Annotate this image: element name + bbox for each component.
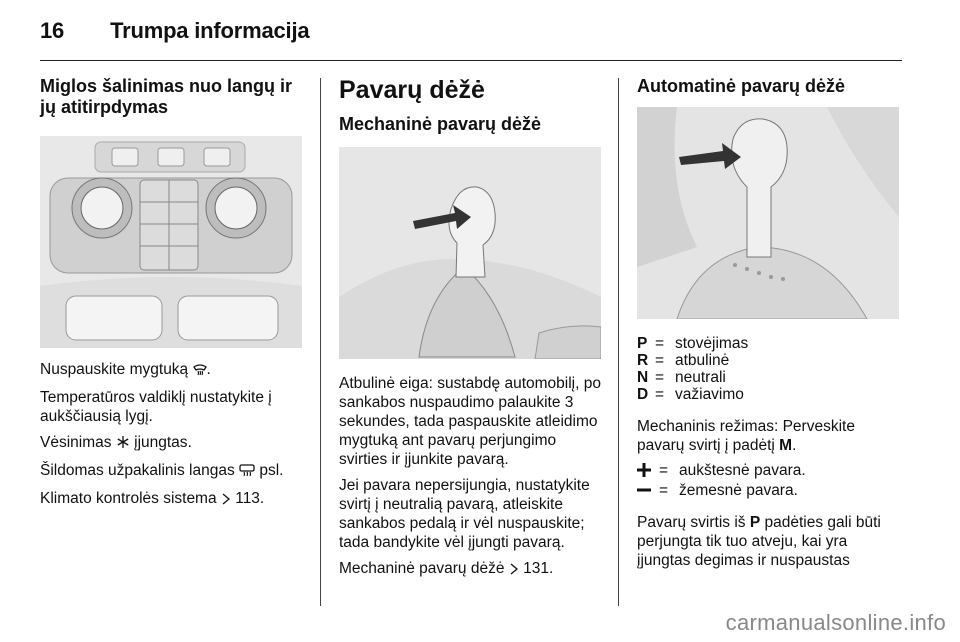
gear-row: N = neutrali bbox=[637, 369, 726, 386]
minus-icon bbox=[637, 483, 651, 502]
manual-paragraph-3: Mechaninė pavarų dėžė 131. bbox=[339, 559, 605, 580]
defrost-heading: Miglos šalinimas nuo langų ir jų atitirpdymas bbox=[40, 76, 293, 117]
defrost-paragraph-1: Nuspauskite mygtuką . bbox=[40, 360, 304, 381]
column-automatic bbox=[637, 76, 901, 577]
gearbox-heading: Pavarų dėžė bbox=[339, 76, 485, 104]
shift-legend bbox=[637, 462, 901, 502]
page-title: Trumpa informacija bbox=[110, 18, 310, 43]
page-reference-icon bbox=[221, 491, 231, 510]
column-gearbox bbox=[339, 76, 605, 587]
defrost-paragraph-4: Šildomas užpakalinis langas psl. bbox=[40, 461, 304, 482]
park-paragraph: Pavarų svirtis iš P padėties gali būti perjungta tik tuo atveju, kai yra įjungtas degimas ir nuspaustas bbox=[637, 514, 881, 569]
column-divider-2 bbox=[618, 78, 619, 606]
defrost-paragraph-2: Temperatūros valdiklį nustatykite į aukščiausią lygį. bbox=[40, 389, 272, 425]
defrost-paragraph-5: Klimato kontrolės sistema 113. bbox=[40, 489, 304, 510]
page-number: 16 bbox=[40, 18, 65, 43]
page-reference-icon bbox=[509, 561, 519, 580]
manual-shifter-image bbox=[339, 147, 601, 359]
page-header bbox=[40, 18, 309, 44]
plus-icon bbox=[637, 463, 651, 482]
shift-down-row: = žemesnė pavara. bbox=[637, 482, 901, 502]
rear-window-heating-icon bbox=[239, 463, 255, 482]
manual-paragraph-2: Jei pavara nepersijungia, nustatykite svirtį į neutralią pavarą, atleiskite sankabos pedalą ir vėl nuspauskite; tada bandykite vėl įjungti pavarą. bbox=[339, 477, 590, 551]
watermark: carmanualsonline.info bbox=[725, 610, 946, 635]
climate-panel-image bbox=[40, 136, 302, 348]
header-rule bbox=[40, 60, 902, 61]
column-divider-1 bbox=[320, 78, 321, 606]
manual-gearbox-page-ref[interactable]: 131. bbox=[523, 560, 554, 577]
automatic-heading: Automatinė pavarų dėžė bbox=[637, 76, 846, 96]
snowflake-icon bbox=[116, 435, 130, 454]
gear-row: D = važiavimo bbox=[637, 386, 744, 403]
manual-paragraph-1: Atbulinė eiga: sustabdę automobilį, po sankabos nuspaudimo palaukite 3 sekundes, tada paspauskite atleidimo mygtuką ant pavarų perjungimo svirties ir įjunkite pavarą. bbox=[339, 375, 601, 468]
shift-up-row: = aukštesnė pavara. bbox=[637, 462, 901, 482]
automatic-shifter-image bbox=[637, 107, 899, 319]
column-defrost bbox=[40, 76, 304, 517]
gear-row: P = stovėjimas bbox=[637, 335, 749, 352]
gear-row: R = atbulinė bbox=[637, 352, 730, 369]
gear-positions-list bbox=[637, 335, 901, 403]
windscreen-defrost-icon bbox=[193, 362, 207, 381]
climate-page-ref[interactable]: 113. bbox=[235, 490, 265, 507]
manual-mode-paragraph: Mechaninis režimas: Perveskite pavarų svirtį į padėtį M. bbox=[637, 418, 855, 454]
defrost-paragraph-3: Vėsinimas įjungtas. bbox=[40, 433, 304, 454]
manual-gearbox-heading: Mechaninė pavarų dėžė bbox=[339, 114, 542, 134]
